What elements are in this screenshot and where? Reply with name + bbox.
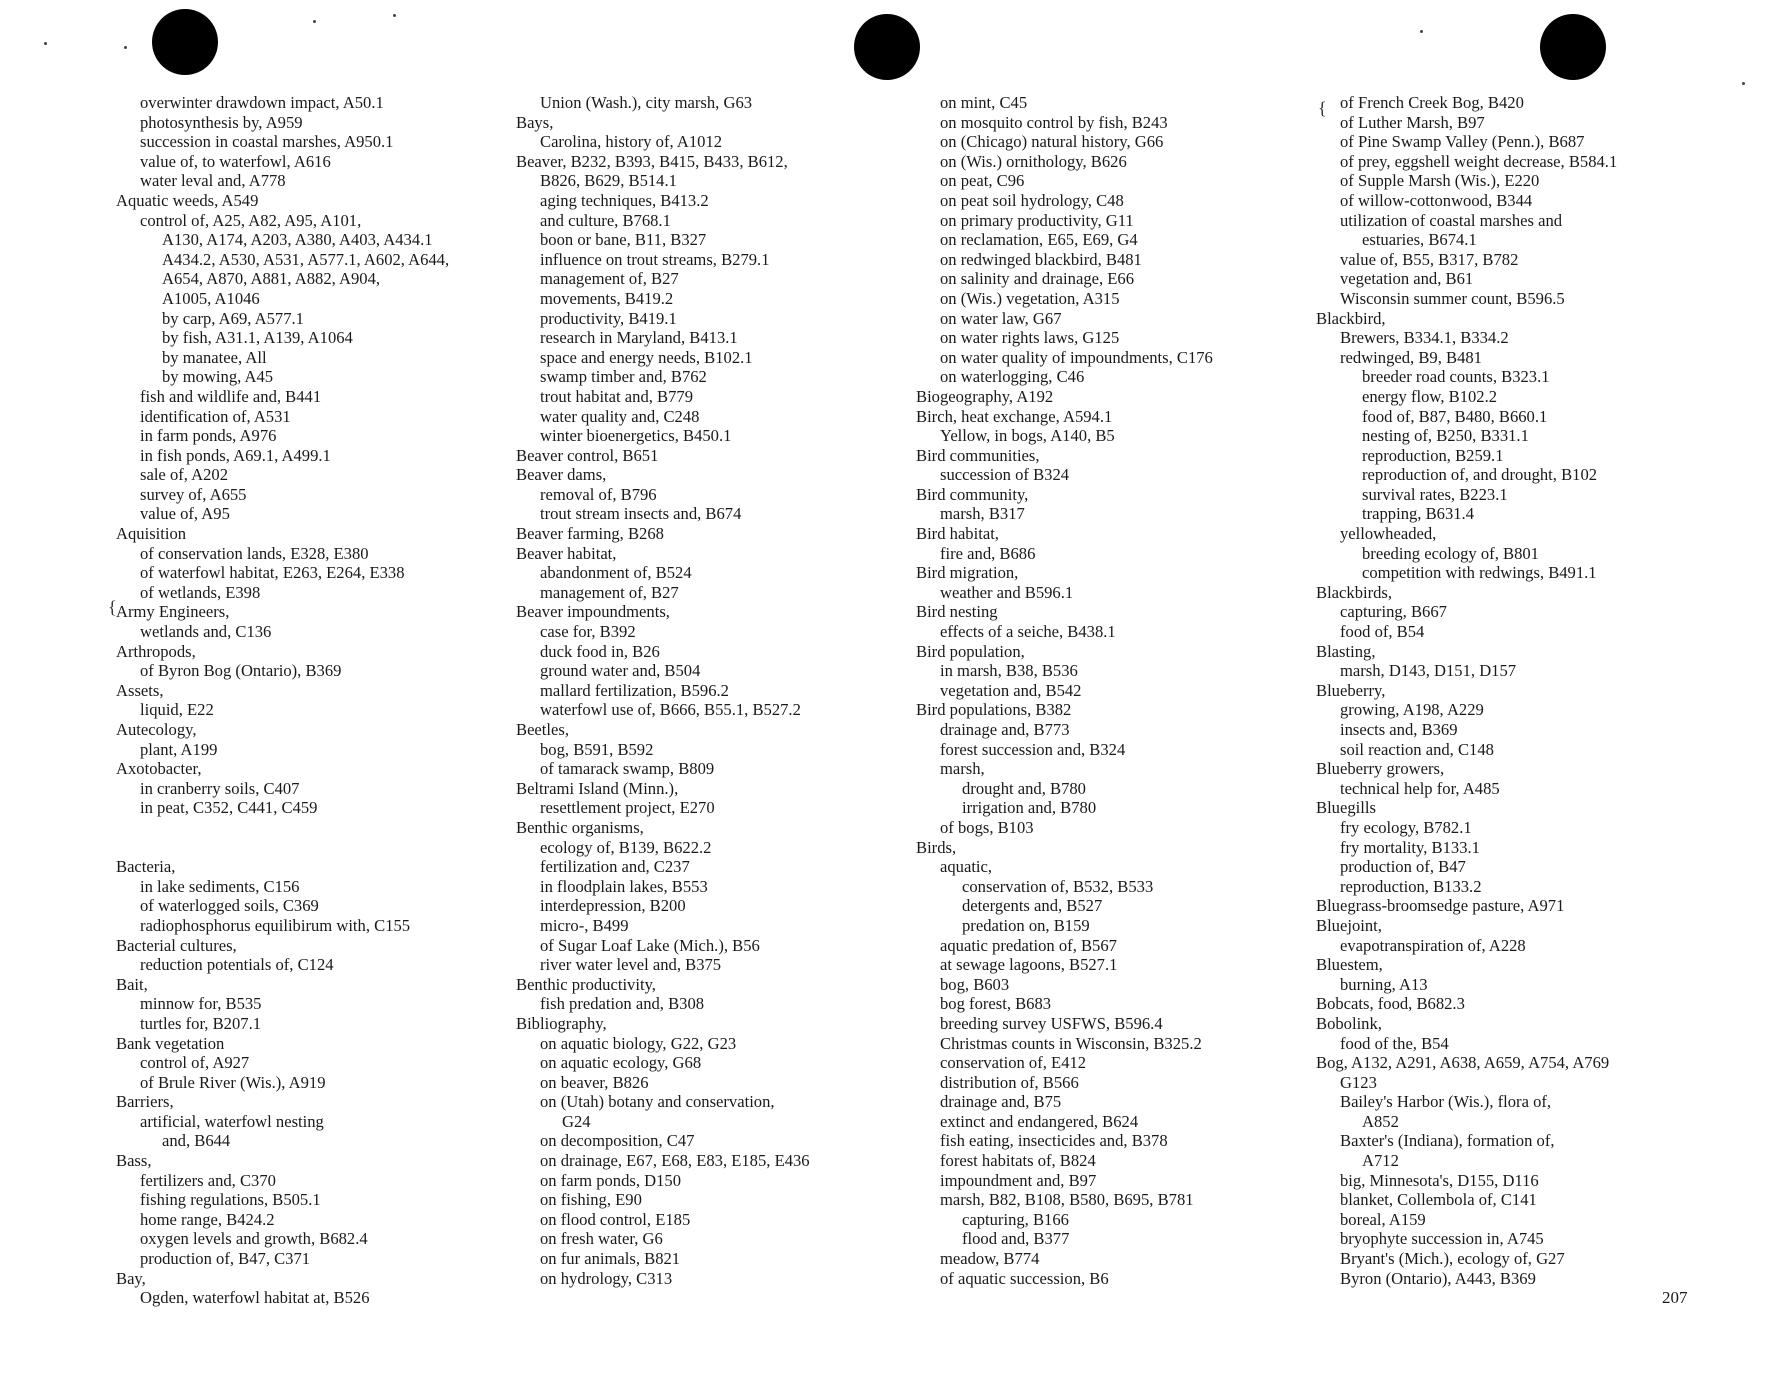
index-subentry: marsh, D143, D151, D157 [1340, 661, 1517, 681]
scan-speck [124, 46, 127, 49]
index-subentry: removal of, B796 [540, 484, 657, 504]
index-subentry: of French Creek Bog, B420 [1340, 93, 1524, 112]
index-subentry: plant, A199 [140, 739, 218, 759]
index-subentry: food of the, B54 [1340, 1033, 1449, 1053]
index-subentry: value of, to waterfowl, A616 [140, 151, 331, 171]
index-subsubentry: flood and, B377 [962, 1229, 1070, 1249]
index-heading [116, 838, 449, 858]
index-subentry: on (Utah) botany and conservation, [540, 1092, 775, 1112]
index-subentry: fish and wildlife and, B441 [140, 386, 322, 406]
index-heading: Bobolink, [1316, 1013, 1382, 1033]
index-subentry: breeding survey USFWS, B596.4 [940, 1013, 1163, 1033]
punch-hole-right [1540, 14, 1606, 80]
index-heading: Bluestem, [1316, 955, 1383, 975]
index-subsubentry: by carp, A69, A577.1 [162, 308, 304, 328]
index-subentry: interdepression, B200 [540, 896, 686, 916]
index-subentry: of conservation lands, E328, E380 [140, 543, 369, 563]
index-subsubentry: A1005, A1046 [162, 288, 260, 308]
index-subentry: of tamarack swamp, B809 [540, 759, 715, 779]
index-heading: Bird population, [916, 641, 1025, 661]
index-subentry: survey of, A655 [140, 484, 247, 504]
scan-speck [393, 14, 396, 17]
index-subentry: drainage and, B773 [940, 720, 1070, 739]
index-subentry: Yellow, in bogs, A140, B5 [940, 426, 1115, 446]
index-subentry: in cranberry soils, C407 [140, 778, 300, 798]
index-subsubentry: detergents and, B527 [962, 896, 1103, 916]
index-heading: Beaver dams, [516, 465, 607, 485]
index-subentry: fertilizers and, C370 [140, 1170, 276, 1190]
index-subentry: movements, B419.2 [540, 288, 674, 308]
page-number: 207 [1662, 1288, 1688, 1307]
index-heading: Beaver control, B651 [516, 445, 659, 465]
index-subentry: yellowheaded, [1340, 524, 1437, 544]
index-subsubentry: competition with redwings, B491.1 [1362, 563, 1597, 583]
index-subentry: of prey, eggshell weight decrease, B584.1 [1340, 151, 1618, 171]
index-subentry: on fur animals, B821 [540, 1249, 681, 1269]
index-subentry: fry mortality, B133.1 [1340, 837, 1480, 857]
index-subsubentry: G24 [562, 1111, 591, 1131]
index-subentry: marsh, B82, B108, B580, B695, B781 [940, 1190, 1194, 1210]
index-subentry: influence on trout streams, B279.1 [540, 249, 770, 269]
index-subentry: of Byron Bog (Ontario), B369 [140, 661, 342, 681]
index-heading: Bluegrass-broomsedge pasture, A971 [1316, 896, 1565, 916]
index-subentry: control of, A927 [140, 1053, 250, 1073]
index-subsubentry: reproduction of, and drought, B102 [1362, 465, 1598, 485]
index-heading: Bird nesting [916, 602, 998, 622]
index-subentry: productivity, B419.1 [540, 308, 677, 328]
index-subentry: fertilization and, C237 [540, 857, 690, 877]
index-subentry: case for, B392 [540, 622, 636, 642]
index-subentry: on water rights laws, G125 [940, 328, 1120, 348]
index-column-1 [116, 93, 449, 1308]
index-subentry: in peat, C352, C441, C459 [140, 798, 318, 818]
index-subentry: fry ecology, B782.1 [1340, 817, 1472, 837]
index-subentry: of waterfowl habitat, E263, E264, E338 [140, 563, 405, 583]
index-subsubentry: nesting of, B250, B331.1 [1362, 426, 1529, 446]
index-subentry: on peat, C96 [940, 171, 1025, 191]
index-subentry: on beaver, B826 [540, 1072, 649, 1092]
index-subentry: on mosquito control by fish, B243 [940, 112, 1168, 132]
index-heading: Arthropods, [116, 641, 196, 661]
index-subentry: value of, A95 [140, 504, 230, 524]
index-subentry: on hydrology, C313 [540, 1268, 673, 1288]
index-subentry: and culture, B768.1 [540, 210, 671, 230]
index-heading: Blackbird, [1316, 308, 1386, 328]
index-subentry: of aquatic succession, B6 [940, 1268, 1109, 1288]
index-subentry: aquatic predation of, B567 [940, 935, 1117, 955]
index-subsubentry: and, B644 [162, 1131, 231, 1151]
index-subentry: Bailey's Harbor (Wis.), flora of, [1340, 1092, 1552, 1112]
index-heading: Bird communities, [916, 445, 1040, 465]
index-heading: Beaver habitat, [516, 543, 617, 563]
index-subsubentry: predation on, B159 [962, 915, 1090, 935]
scan-speck [1420, 30, 1423, 33]
index-heading: Blasting, [1316, 641, 1376, 661]
index-subsubentry: A712 [1362, 1151, 1399, 1171]
index-subentry: insects and, B369 [1340, 720, 1458, 739]
index-subentry: impoundment and, B97 [940, 1170, 1097, 1190]
index-heading: Bays, [516, 112, 554, 132]
index-subentry: capturing, B667 [1340, 602, 1447, 622]
index-subentry: Carolina, history of, A1012 [540, 132, 723, 152]
index-subentry: Ogden, waterfowl habitat at, B526 [140, 1288, 370, 1308]
index-subsubentry: breeder road counts, B323.1 [1362, 367, 1550, 387]
index-subsubentry: by manatee, All [162, 347, 267, 367]
index-subentry: duck food in, B26 [540, 641, 660, 661]
index-subentry: on reclamation, E65, E69, G4 [940, 230, 1138, 250]
index-subentry: of Luther Marsh, B97 [1340, 112, 1485, 132]
index-heading: Beaver, B232, B393, B415, B433, B612, [516, 151, 788, 171]
index-heading: Bank vegetation [116, 1033, 225, 1053]
index-subentry: of Supple Marsh (Wis.), E220 [1340, 171, 1540, 191]
index-heading: Aquisition [116, 524, 187, 544]
index-heading: Bird habitat, [916, 524, 999, 544]
index-subentry: on (Wis.) ornithology, B626 [940, 151, 1127, 171]
index-subentry: on drainage, E67, E68, E83, E185, E436 [540, 1151, 810, 1171]
index-subentry: of wetlands, E398 [140, 582, 261, 602]
index-subentry: ground water and, B504 [540, 661, 701, 681]
index-subsubentry: energy flow, B102.2 [1362, 386, 1498, 406]
index-subentry: oxygen levels and growth, B682.4 [140, 1229, 368, 1249]
index-subentry: marsh, [940, 759, 985, 779]
index-subentry: utilization of coastal marshes and [1340, 210, 1563, 230]
index-subentry: reduction potentials of, C124 [140, 955, 334, 975]
index-subentry: on aquatic ecology, G68 [540, 1053, 702, 1073]
index-heading: Blackbirds, [1316, 582, 1393, 602]
index-subentry: food of, B54 [1340, 622, 1425, 642]
index-heading: Bird community, [916, 484, 1029, 504]
index-subentry: on fresh water, G6 [540, 1229, 663, 1249]
index-subentry: redwinged, B9, B481 [1340, 347, 1482, 367]
index-subentry: Bryant's (Mich.), ecology of, G27 [1340, 1249, 1565, 1269]
index-heading: Army Engineers, [116, 602, 230, 622]
index-subentry: on flood control, E185 [540, 1209, 691, 1229]
index-subentry: trout habitat and, B779 [540, 386, 694, 406]
index-subentry: big, Minnesota's, D155, D116 [1340, 1170, 1539, 1190]
index-subentry: production of, B47 [1340, 857, 1466, 877]
index-subentry: growing, A198, A229 [1340, 700, 1484, 720]
index-subentry: B826, B629, B514.1 [540, 171, 677, 191]
index-subentry: of waterlogged soils, C369 [140, 896, 319, 916]
index-subsubentry: reproduction, B259.1 [1362, 445, 1504, 465]
index-subentry: bog, B591, B592 [540, 739, 654, 759]
index-heading: Bird migration, [916, 563, 1019, 583]
index-subsubentry: conservation of, B532, B533 [962, 876, 1154, 896]
index-heading: Bait, [116, 974, 148, 994]
index-subsubentry: by fish, A31.1, A139, A1064 [162, 328, 353, 348]
index-subentry: blanket, Collembola of, C141 [1340, 1190, 1537, 1210]
index-subentry: trout stream insects and, B674 [540, 504, 742, 524]
index-heading: Barriers, [116, 1092, 174, 1112]
index-subentry: fishing regulations, B505.1 [140, 1190, 321, 1210]
index-subentry: aquatic, [940, 857, 993, 877]
index-subentry: marsh, B317 [940, 504, 1025, 524]
index-subentry: water leval and, A778 [140, 171, 286, 191]
index-heading: Beaver impoundments, [516, 602, 670, 622]
index-subentry: management of, B27 [540, 582, 679, 602]
index-subentry: in fish ponds, A69.1, A499.1 [140, 445, 331, 465]
index-subsubentry: drought and, B780 [962, 778, 1086, 798]
index-subentry: of willow-cottonwood, B344 [1340, 190, 1533, 210]
index-subentry: artificial, waterfowl nesting [140, 1111, 324, 1131]
index-subentry: photosynthesis by, A959 [140, 112, 303, 132]
index-subentry: Union (Wash.), city marsh, G63 [540, 93, 753, 112]
index-subsubentry: survival rates, B223.1 [1362, 484, 1508, 504]
index-subentry: winter bioenergetics, B450.1 [540, 426, 732, 446]
index-subentry: boon or bane, B11, B327 [540, 230, 707, 250]
index-subentry: on (Chicago) natural history, G66 [940, 132, 1164, 152]
index-subsubentry: A130, A174, A203, A380, A403, A434.1 [162, 230, 433, 250]
index-subentry: vegetation and, B61 [1340, 269, 1474, 289]
index-subentry: Brewers, B334.1, B334.2 [1340, 328, 1509, 348]
index-subentry: mallard fertilization, B596.2 [540, 680, 729, 700]
index-subentry: river water level and, B375 [540, 955, 722, 975]
index-heading: Beaver farming, B268 [516, 524, 664, 544]
index-subentry: on salinity and drainage, E66 [940, 269, 1135, 289]
index-heading: Bluejoint, [1316, 915, 1382, 935]
index-subentry: on water quality of impoundments, C176 [940, 347, 1213, 367]
index-heading: Beetles, [516, 720, 569, 739]
index-subsubentry: A852 [1362, 1111, 1399, 1131]
index-subentry: of Pine Swamp Valley (Penn.), B687 [1340, 132, 1585, 152]
index-subentry: on redwinged blackbird, B481 [940, 249, 1142, 269]
index-subentry: G123 [1340, 1072, 1377, 1092]
index-subentry: forest succession and, B324 [940, 739, 1126, 759]
index-subsubentry: breeding ecology of, B801 [1362, 543, 1539, 563]
index-subentry: in floodplain lakes, B553 [540, 876, 708, 896]
bracket-mark: { [1318, 98, 1327, 118]
index-subentry: on mint, C45 [940, 93, 1028, 112]
index-subentry: succession of B324 [940, 465, 1070, 485]
index-subsubentry: by mowing, A45 [162, 367, 274, 387]
index-subentry: production of, B47, C371 [140, 1249, 311, 1269]
index-subsubentry: estuaries, B674.1 [1362, 230, 1477, 250]
index-subentry: on aquatic biology, G22, G23 [540, 1033, 737, 1053]
index-subentry: sale of, A202 [140, 465, 229, 485]
index-heading: Bacteria, [116, 857, 176, 877]
index-heading: Assets, [116, 680, 164, 700]
index-heading: Bay, [116, 1268, 146, 1288]
index-subentry: burning, A13 [1340, 974, 1428, 994]
index-subentry: of Sugar Loaf Lake (Mich.), B56 [540, 935, 760, 955]
index-subentry: on peat soil hydrology, C48 [940, 190, 1124, 210]
index-heading: Aquatic weeds, A549 [116, 190, 259, 210]
index-heading: Bird populations, B382 [916, 700, 1072, 720]
index-subentry: Christmas counts in Wisconsin, B325.2 [940, 1033, 1202, 1053]
index-subentry: evapotranspiration of, A228 [1340, 935, 1526, 955]
index-subentry: Byron (Ontario), A443, B369 [1340, 1268, 1536, 1288]
index-subentry: Baxter's (Indiana), formation of, [1340, 1131, 1555, 1151]
scan-speck [44, 42, 47, 45]
index-subsubentry: A434.2, A530, A531, A577.1, A602, A644, [162, 249, 450, 269]
index-subentry: home range, B424.2 [140, 1209, 275, 1229]
index-subsubentry: A654, A870, A881, A882, A904, [162, 269, 381, 289]
index-subentry: fish eating, insecticides and, B378 [940, 1131, 1168, 1151]
index-heading: Blueberry, [1316, 680, 1386, 700]
index-subentry: of Brule River (Wis.), A919 [140, 1072, 326, 1092]
index-subentry: space and energy needs, B102.1 [540, 347, 753, 367]
index-subsubentry: food of, B87, B480, B660.1 [1362, 406, 1548, 426]
index-subentry: turtles for, B207.1 [140, 1013, 262, 1033]
index-subentry: waterfowl use of, B666, B55.1, B527.2 [540, 700, 801, 720]
index-subentry: weather and B596.1 [940, 582, 1074, 602]
index-subentry: in farm ponds, A976 [140, 426, 277, 446]
index-subentry: at sewage lagoons, B527.1 [940, 955, 1118, 975]
index-heading: Bass, [116, 1151, 152, 1171]
index-subentry: boreal, A159 [1340, 1209, 1426, 1229]
index-heading: Birds, [916, 837, 957, 857]
bracket-mark: { [108, 597, 117, 617]
index-subentry: micro-, B499 [540, 915, 629, 935]
index-subentry: in marsh, B38, B536 [940, 661, 1078, 681]
index-heading: Biogeography, A192 [916, 386, 1054, 406]
index-heading: Bobcats, food, B682.3 [1316, 994, 1465, 1014]
index-subentry: bog, B603 [940, 974, 1010, 994]
index-heading: Blueberry growers, [1316, 759, 1445, 779]
index-subsubentry: trapping, B631.4 [1362, 504, 1474, 524]
index-column-2 [516, 93, 810, 1288]
index-heading: Bibliography, [516, 1013, 607, 1033]
index-subentry: effects of a seiche, B438.1 [940, 622, 1116, 642]
index-subentry: distribution of, B566 [940, 1072, 1079, 1092]
index-subentry: soil reaction and, C148 [1340, 739, 1494, 759]
index-heading: Beltrami Island (Minn.), [516, 778, 679, 798]
index-heading: Benthic organisms, [516, 817, 644, 837]
index-column-4 [1316, 93, 1617, 1288]
index-subentry: of bogs, B103 [940, 817, 1034, 837]
index-subentry: fire and, B686 [940, 543, 1036, 563]
index-heading: Axotobacter, [116, 759, 202, 779]
index-subentry: ecology of, B139, B622.2 [540, 837, 712, 857]
index-subentry: management of, B27 [540, 269, 679, 289]
index-subentry: control of, A25, A82, A95, A101, [140, 210, 362, 230]
index-subentry: Wisconsin summer count, B596.5 [1340, 288, 1565, 308]
index-subentry: succession in coastal marshes, A950.1 [140, 132, 394, 152]
index-heading: Bacterial cultures, [116, 935, 237, 955]
index-subentry: on farm ponds, D150 [540, 1170, 682, 1190]
index-heading: Birch, heat exchange, A594.1 [916, 406, 1113, 426]
index-subentry: extinct and endangered, B624 [940, 1111, 1139, 1131]
index-subentry: fish predation and, B308 [540, 994, 705, 1014]
index-subentry: on waterlogging, C46 [940, 367, 1085, 387]
index-subentry: bog forest, B683 [940, 994, 1052, 1014]
index-subentry: vegetation and, B542 [940, 680, 1082, 700]
punch-hole-center [854, 14, 920, 80]
index-subentry: liquid, E22 [140, 700, 214, 720]
index-subentry: research in Maryland, B413.1 [540, 328, 738, 348]
index-subentry: swamp timber and, B762 [540, 367, 707, 387]
index-subsubentry: irrigation and, B780 [962, 798, 1097, 818]
index-column-3 [916, 93, 1213, 1288]
index-heading: Bog, A132, A291, A638, A659, A754, A769 [1316, 1053, 1610, 1073]
index-subsubentry: capturing, B166 [962, 1209, 1069, 1229]
punch-hole-left [152, 9, 218, 75]
index-subentry: on water law, G67 [940, 308, 1062, 328]
index-subentry: meadow, B774 [940, 1249, 1040, 1269]
index-subentry: identification of, A531 [140, 406, 291, 426]
index-subentry: on (Wis.) vegetation, A315 [940, 288, 1120, 308]
index-subentry: on fishing, E90 [540, 1190, 642, 1210]
index-subentry: drainage and, B75 [940, 1092, 1062, 1112]
index-subentry: value of, B55, B317, B782 [1340, 249, 1519, 269]
index-subentry: abandonment of, B524 [540, 563, 692, 583]
index-subentry: resettlement project, E270 [540, 798, 715, 818]
index-subentry: on decomposition, C47 [540, 1131, 695, 1151]
scan-speck [1742, 82, 1745, 85]
index-heading: Benthic productivity, [516, 974, 656, 994]
index-heading [116, 818, 449, 838]
index-subentry: bryophyte succession in, A745 [1340, 1229, 1544, 1249]
index-subentry: aging techniques, B413.2 [540, 190, 709, 210]
index-subentry: water quality and, C248 [540, 406, 700, 426]
index-heading: Bluegills [1316, 798, 1376, 818]
index-subentry: wetlands and, C136 [140, 622, 272, 642]
index-heading: Autecology, [116, 720, 197, 739]
index-subentry: in lake sediments, C156 [140, 876, 300, 896]
index-subentry: overwinter drawdown impact, A50.1 [140, 93, 384, 112]
index-subentry: on primary productivity, G11 [940, 210, 1134, 230]
index-subentry: radiophosphorus equilibirum with, C155 [140, 915, 411, 935]
index-subentry: conservation of, E412 [940, 1053, 1087, 1073]
index-subentry: forest habitats of, B824 [940, 1151, 1096, 1171]
scan-speck [313, 20, 316, 23]
index-subentry: reproduction, B133.2 [1340, 876, 1482, 896]
index-subentry: minnow for, B535 [140, 994, 262, 1014]
index-subentry: technical help for, A485 [1340, 778, 1500, 798]
